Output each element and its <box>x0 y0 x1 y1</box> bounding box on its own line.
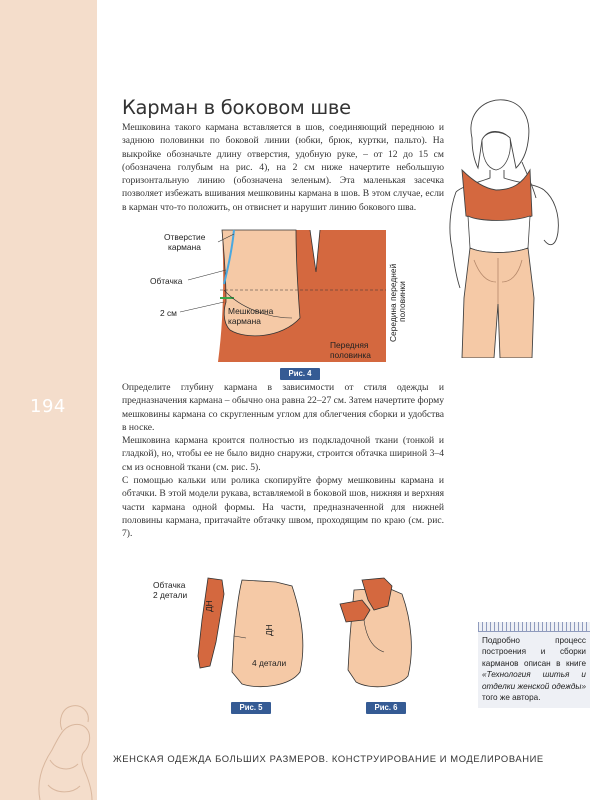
paragraph-copy: С помощью кальки или ролика скопируйте форму мешковины кармана и обтачки. В этой модели рукава, вставляемой в боковой шов, нижняя и верхняя части кармана одной формы. На части, предназначенной для нижней половины кармана, притачайте обтачку швом, проходящим по краю (см. рис. 7). <box>122 475 444 540</box>
fig6-caption: Рис. 6 <box>366 702 406 714</box>
paragraph-intro: Мешковина такого кармана вставляется в шов, соединяющий переднюю и заднюю половинки по боковой линии (юбки, брюк, куртки, пальто). На выкройке обозначьте длину отверстия, удобную руке, – от 12 до 15 см (обозначена голубым на рис. 4), на 2 см ниже начертите небольшую горизонтальную линию (обозначена зеленым). Эта маленькая засечка позволяет избежать вшивания мешковины кармана в шов. В этом случае, если в карман что-то положить, он отвиснет и нарушит линию бокового шва. <box>122 122 444 213</box>
fig4-label-front-half-2: половинка <box>330 350 371 360</box>
fig4-label-opening-1: Отверстие <box>164 232 206 242</box>
fig5-caption: Рис. 5 <box>231 702 271 714</box>
note-text <box>482 635 586 703</box>
fig4-label-opening-2: кармана <box>168 242 201 252</box>
paragraph-depth: Определите глубину кармана в зависимости от стиля одежды и предназначения кармана – обычно она равна 22–27 см. Затем начертите форму мешковины кармана со скругленным углом для облегчения сборки и удобства в носке. <box>122 382 444 433</box>
fig4-label-center-front-2: половинки <box>397 281 407 322</box>
note-suffix: того же автора. <box>482 693 541 703</box>
fig4-caption: Рис. 4 <box>280 368 320 380</box>
note-ruler-decoration <box>478 622 590 632</box>
woman-figure-illustration <box>440 98 580 358</box>
figure-5-pocket-pieces <box>150 576 320 706</box>
figure-sketch-decoration <box>0 690 97 800</box>
fig5-grain-mark-facing: ДН <box>204 600 214 612</box>
book-reference-note <box>478 622 590 708</box>
running-footer: ЖЕНСКАЯ ОДЕЖДА БОЛЬШИХ РАЗМЕРОВ. КОНСТРУИРОВАНИЕ И МОДЕЛИРОВАНИЕ <box>113 753 544 764</box>
left-margin-band <box>0 0 97 800</box>
figure-6-pocket-assembly <box>332 576 442 706</box>
fig4-label-pocket-bag-2: кармана <box>228 316 261 326</box>
fig4-label-two-cm: 2 см <box>160 308 177 318</box>
note-book-title: «Технология шитья и отделки женской одежды» <box>482 670 586 691</box>
figure-4-pocket-pattern <box>150 222 450 387</box>
fig5-grain-mark-bag: ДН <box>264 624 274 636</box>
paragraph-lining: Мешковина кармана кроится полностью из подкладочной ткани (тонкой и гладкой), но, чтобы ее не было видно снаружи, строится обтачка шириной 3–4 см из основной ткани (см. рис. 5). <box>122 435 444 473</box>
fig5-label-pieces: 4 детали <box>252 658 287 668</box>
page-title: Карман в боковом шве <box>122 96 351 119</box>
fig4-label-front-half-1: Передняя <box>330 340 369 350</box>
fig4-label-facing: Обтачка <box>150 276 183 286</box>
page-number: 194 <box>30 396 66 417</box>
fig5-label-facing-2: 2 детали <box>153 590 188 600</box>
fig4-label-pocket-bag-1: Мешковина <box>228 306 274 316</box>
fig4-label-center-front-1: Середина передней <box>388 263 398 342</box>
note-prefix: Подробно процесс построения и сборки карманов описан в книге <box>482 636 586 668</box>
fig5-label-facing-1: Обтачка <box>153 580 186 590</box>
